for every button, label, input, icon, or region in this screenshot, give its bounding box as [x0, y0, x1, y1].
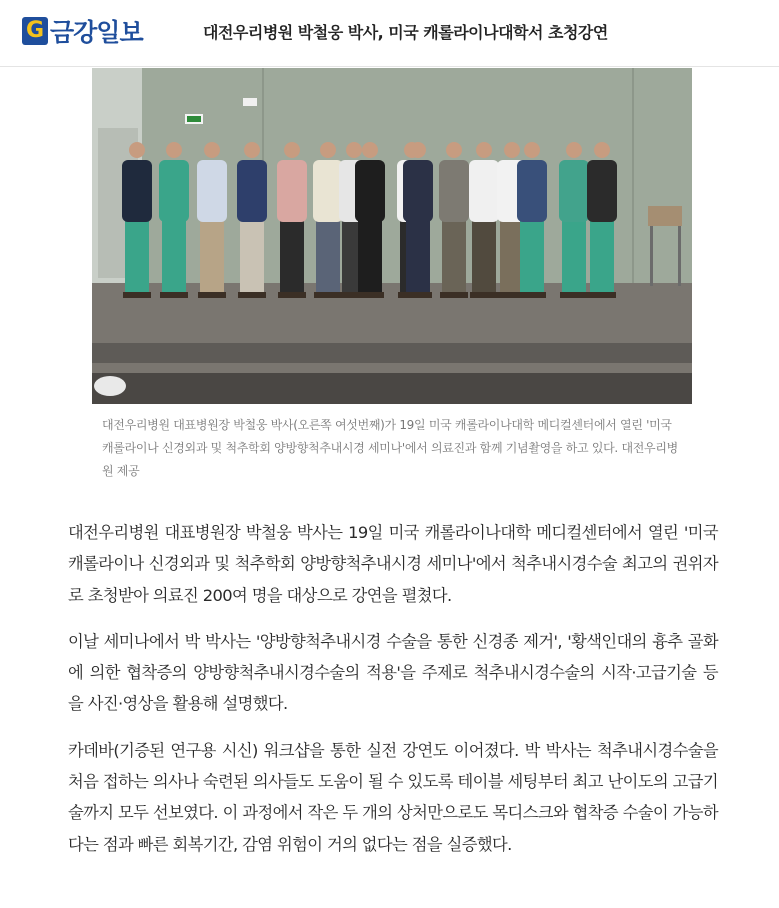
article-paragraph: 카데바(기증된 연구용 시신) 워크샵을 통한 실전 강연도 이어졌다. 박 박사는 척추내시경수술을 처음 접하는 의사나 숙련된 의사들도 도움이 될 수 있도록 테이블 세팅부터 최고 난이도의 고급기술까지 모두 선보였다. 이 과정에서 작은 두 개의 상처만으로도 목디스크와 협착증 수술이 가능하다는 점과 빠른 회복기간, 감염 위험이 거의 없다는 점을 실증했다. [68, 740, 718, 854]
site-header [0, 0, 779, 67]
site-logo[interactable] [22, 14, 143, 48]
logo-text: 금강일보 [50, 18, 143, 47]
article-headline: 대전우리병원 박철웅 박사, 미국 캐롤라이나대학서 초청강연 [203, 23, 608, 42]
article-photo [92, 68, 692, 404]
photo-caption: 대전우리병원 대표병원장 박철웅 박사(오른쪽 여섯번째)가 19일 미국 캐롤라이나대학 메디컬센터에서 열린 '미국 캐롤라이나 신경외과 및 척추학회 양방향척추내시경 세미나'에서 의료진과 함께 기념촬영을 하고 있다. 대전우리병원 제공 [102, 418, 678, 478]
article-paragraph: 이날 세미나에서 박 박사는 '양방향척추내시경 수술을 통한 신경종 제거', '황색인대의 흉추 골화에 의한 협착증의 양방향척추내시경수술의 적용'을 주제로 척추내시경수술의 시작·고급기술 등을 사진·영상을 활용해 설명했다. [68, 631, 718, 714]
article-body [68, 517, 718, 875]
logo-mark: G [22, 17, 48, 45]
article-paragraph: 대전우리병원 대표병원장 박철웅 박사는 19일 미국 캐롤라이나대학 메디컬센터에서 열린 '미국 캐롤라이나 신경외과 및 척추학회 양방향척추내시경 세미나'에서 척추내시경수술 최고의 권위자로 초청받아 의료진 200여 명을 대상으로 강연을 펼쳤다. [68, 523, 718, 605]
